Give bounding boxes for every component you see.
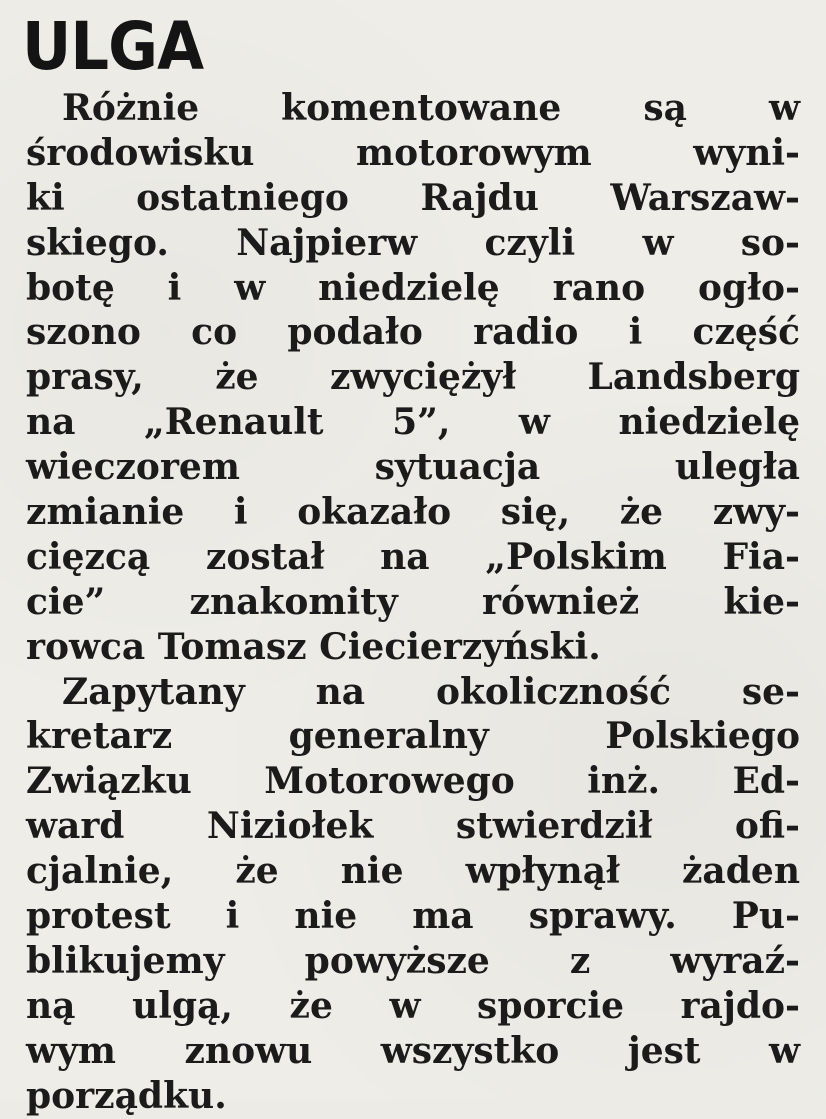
text-line: prasy, że zwyciężył Landsberg: [26, 356, 800, 399]
text-line: skiego. Najpierw czyli w so-: [26, 221, 800, 264]
text-line: wieczorem sytuacja uległa: [26, 446, 800, 489]
text-line: szono co podało radio i część: [26, 311, 800, 354]
headline: ULGA: [22, 8, 204, 85]
text-line: porządku.: [26, 1074, 227, 1117]
paragraph-2: [26, 670, 800, 1119]
text-line: wym znowu wszystko jest w: [26, 1029, 800, 1072]
text-line: botę i w niedzielę rano ogło-: [26, 266, 800, 309]
text-line: ną ulgą, że w sporcie rajdo-: [26, 984, 800, 1027]
text-line: środowisku motorowym wyni-: [26, 131, 800, 174]
text-line: Zapytany na okoliczność se-: [62, 670, 800, 713]
text-line: kretarz generalny Polskiego: [26, 715, 800, 758]
text-line: zmianie i okazało się, że zwy-: [26, 491, 800, 534]
text-line: cięzcą został na „Polskim Fia-: [26, 535, 800, 578]
text-line: Różnie komentowane są w: [62, 87, 800, 129]
text-line: protest i nie ma sprawy. Pu-: [26, 895, 800, 938]
text-line: blikujemy powyższe z wyraź-: [26, 939, 800, 982]
text-line: cjalnie, że nie wpłynął żaden: [26, 850, 800, 893]
text-line: na „Renault 5”, w niedzielę: [26, 401, 800, 444]
text-line: ki ostatniego Rajdu Warszaw-: [26, 176, 800, 219]
article-body: [26, 86, 800, 1118]
text-line: ward Niziołek stwierdził ofi-: [26, 805, 800, 848]
text-line: cie” znakomity również kie-: [26, 580, 800, 623]
text-line: rowca Tomasz Ciecierzyński.: [26, 625, 601, 668]
paragraph-1: [26, 86, 800, 670]
text-line: Związku Motorowego inż. Ed-: [26, 760, 800, 803]
